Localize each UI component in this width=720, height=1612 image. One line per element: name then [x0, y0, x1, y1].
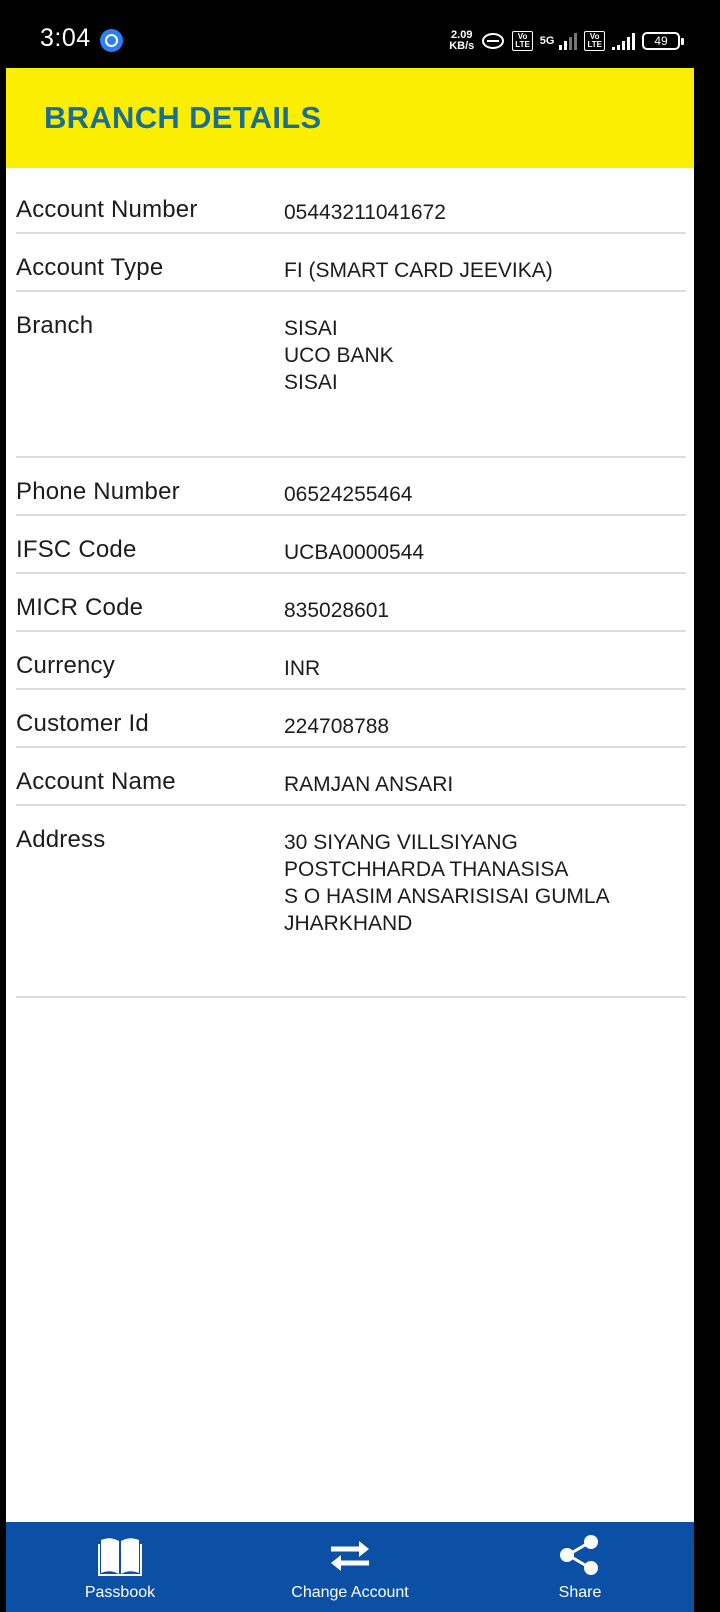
- signal-strength-icon-2: [612, 32, 635, 50]
- signal-strength-icon-1: [559, 32, 577, 50]
- detail-label: IFSC Code: [16, 536, 137, 563]
- detail-value: RAMJAN ANSARI: [284, 773, 454, 796]
- detail-label: Account Name: [16, 768, 176, 795]
- detail-value: 06524255464: [284, 483, 413, 506]
- network-type-label: 5G: [539, 35, 555, 47]
- nav-item-change-account[interactable]: [270, 1522, 430, 1612]
- status-bar: [0, 0, 720, 68]
- detail-label: Phone Number: [16, 478, 180, 505]
- battery-level: 49: [654, 34, 668, 48]
- volte-badge-2: Vo LTE: [584, 31, 605, 51]
- detail-row-branch: [16, 292, 686, 458]
- detail-label: Address: [16, 826, 106, 853]
- detail-row-ifsc-code: [16, 516, 686, 574]
- detail-row-currency: [16, 632, 686, 690]
- detail-row-phone-number: [16, 458, 686, 516]
- battery-icon: [642, 32, 680, 50]
- network-speed-value: 2.09: [451, 29, 473, 41]
- detail-label: MICR Code: [16, 594, 144, 621]
- notification-app-icon: [100, 29, 123, 52]
- page-title: BRANCH DETAILS: [44, 100, 322, 135]
- book-icon: [97, 1534, 143, 1576]
- detail-label: Account Number: [16, 196, 198, 223]
- detail-label: Branch: [16, 312, 94, 339]
- hotspot-link-icon: [481, 32, 505, 50]
- status-time: 3:04: [40, 24, 91, 52]
- status-icons: [449, 26, 680, 56]
- detail-value: INR: [284, 657, 321, 680]
- detail-label: Customer Id: [16, 710, 149, 737]
- detail-value: UCBA0000544: [284, 541, 425, 564]
- detail-row-account-name: [16, 748, 686, 806]
- detail-value: FI (SMART CARD JEEVIKA): [284, 259, 553, 282]
- detail-value: 224708788: [284, 715, 390, 738]
- volte-badge-1: Vo LTE: [512, 31, 533, 51]
- swap-arrows-icon: [327, 1534, 373, 1576]
- detail-row-address: [16, 806, 686, 998]
- nav-label-change-account: Change Account: [291, 1584, 409, 1601]
- bottom-navigation: [6, 1522, 694, 1612]
- detail-value: 30 SIYANG VILLSIYANG POSTCHHARDA THANASISA S O HASIM ANSARISISAI GUMLA JHARKHAND: [284, 831, 610, 935]
- page-header: [6, 68, 694, 168]
- share-icon: [557, 1534, 603, 1576]
- branch-details-list: [16, 176, 686, 998]
- network-speed-unit: KB/s: [449, 40, 475, 52]
- detail-row-account-number: [16, 176, 686, 234]
- detail-value: 835028601: [284, 599, 390, 622]
- detail-label: Currency: [16, 652, 115, 679]
- nav-item-share[interactable]: [530, 1522, 630, 1612]
- nav-label-passbook: Passbook: [84, 1584, 156, 1601]
- detail-value: SISAI UCO BANK SISAI: [284, 317, 394, 394]
- detail-row-customer-id: [16, 690, 686, 748]
- detail-value: 05443211041672: [284, 201, 446, 224]
- detail-row-account-type: [16, 234, 686, 292]
- nav-item-passbook[interactable]: [60, 1522, 180, 1612]
- nav-label-share: Share: [558, 1584, 602, 1601]
- detail-label: Account Type: [16, 254, 164, 281]
- detail-row-micr-code: [16, 574, 686, 632]
- app-screen: [6, 68, 694, 1612]
- network-speed: [449, 30, 474, 52]
